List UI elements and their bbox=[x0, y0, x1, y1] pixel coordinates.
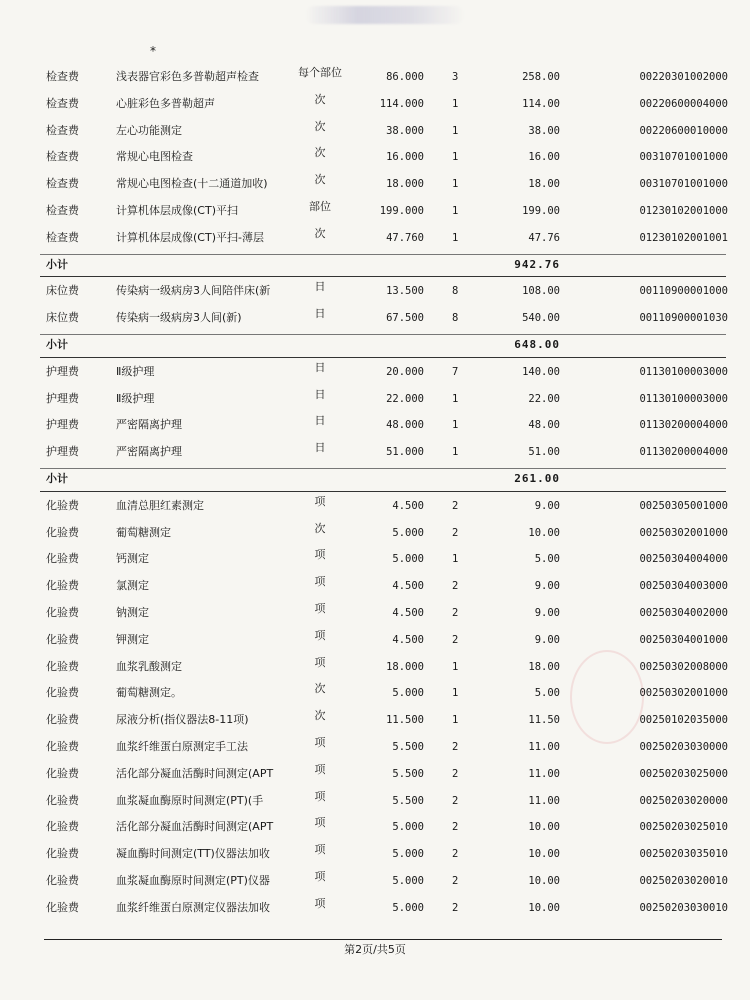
item-name: 钾测定 bbox=[116, 632, 149, 646]
amount: 9.00 bbox=[534, 580, 560, 593]
item-code: 00250304002000 bbox=[639, 607, 728, 619]
amount: 9.00 bbox=[534, 499, 560, 512]
unit-price: 4.500 bbox=[392, 607, 424, 619]
amount: 114.00 bbox=[522, 97, 560, 110]
item-unit: 项 bbox=[314, 843, 326, 857]
item-unit: 项 bbox=[314, 736, 326, 749]
item-code: 00250203025000 bbox=[639, 767, 728, 780]
amount: 11.00 bbox=[528, 741, 560, 753]
item-unit: 日 bbox=[314, 414, 326, 428]
unit-price: 18.000 bbox=[386, 660, 424, 673]
table-row bbox=[40, 600, 730, 626]
item-name: 血浆凝血酶原时间测定(PT)(手 bbox=[116, 793, 264, 807]
item-unit: 项 bbox=[314, 602, 326, 615]
amount: 10.00 bbox=[528, 848, 560, 861]
amount: 140.00 bbox=[522, 365, 560, 378]
item-code: 00250302001000 bbox=[639, 526, 728, 539]
item-unit: 项 bbox=[314, 655, 326, 669]
item-code: 00250302008000 bbox=[639, 660, 728, 673]
amount: 11.00 bbox=[528, 794, 560, 807]
item-name: 葡萄糖测定 bbox=[116, 525, 171, 539]
quantity: 1 bbox=[452, 687, 459, 700]
unit-price: 5.000 bbox=[392, 687, 424, 700]
amount: 258.00 bbox=[522, 71, 560, 83]
item-name: Ⅱ级护理 bbox=[116, 364, 155, 378]
unit-price: 51.000 bbox=[386, 446, 424, 459]
item-unit: 次 bbox=[314, 521, 326, 535]
fee-category: 化验费 bbox=[46, 740, 79, 753]
item-name: 严密隔离护理 bbox=[116, 418, 182, 432]
amount: 5.00 bbox=[534, 553, 560, 566]
unit-price: 114.000 bbox=[379, 97, 424, 110]
amount: 10.00 bbox=[528, 526, 560, 539]
amount: 5.00 bbox=[534, 687, 560, 700]
quantity: 2 bbox=[452, 821, 459, 834]
item-code: 00250203020000 bbox=[639, 794, 728, 807]
item-unit: 项 bbox=[314, 896, 326, 910]
item-unit: 次 bbox=[314, 146, 326, 160]
quantity: 1 bbox=[452, 553, 459, 566]
item-code: 00250305001000 bbox=[639, 499, 728, 512]
table-row bbox=[40, 761, 730, 787]
fee-category: 检查费 bbox=[46, 150, 79, 164]
table-row bbox=[40, 895, 730, 921]
amount: 9.00 bbox=[534, 607, 560, 619]
fee-category: 化验费 bbox=[46, 874, 79, 887]
item-code: 00220600010000 bbox=[639, 124, 728, 137]
unit-price: 5.000 bbox=[392, 553, 424, 566]
unit-price: 5.000 bbox=[392, 526, 424, 539]
item-name: 葡萄糖测定。 bbox=[116, 686, 182, 700]
item-code: 00250203025010 bbox=[639, 821, 728, 834]
unit-price: 47.760 bbox=[386, 231, 424, 244]
quantity: 1 bbox=[452, 205, 459, 217]
item-code: 00310701001000 bbox=[639, 151, 728, 164]
item-name: 血浆乳酸测定 bbox=[116, 659, 182, 673]
table-row bbox=[40, 144, 730, 170]
unit-price: 4.500 bbox=[392, 580, 424, 593]
amount: 22.00 bbox=[528, 392, 560, 405]
fee-category: 化验费 bbox=[46, 552, 79, 566]
fee-category: 护理费 bbox=[46, 418, 79, 432]
unit-price: 5.000 bbox=[392, 848, 424, 861]
item-code: 00250203030010 bbox=[639, 901, 728, 914]
item-unit: 项 bbox=[314, 575, 326, 589]
unit-price: 86.000 bbox=[386, 71, 424, 83]
quantity: 1 bbox=[452, 392, 459, 405]
item-code: 00250203030000 bbox=[639, 741, 728, 753]
item-name: 血浆纤维蛋白原测定仪器法加收 bbox=[116, 900, 270, 914]
item-name: 活化部分凝血活酶时间测定(APT bbox=[116, 820, 274, 834]
item-code: 00250102035000 bbox=[639, 714, 728, 727]
item-unit: 次 bbox=[314, 119, 326, 133]
item-code: 00310701001000 bbox=[639, 178, 728, 191]
table-row bbox=[40, 680, 730, 706]
fee-category: 床位费 bbox=[46, 311, 79, 325]
table-row bbox=[40, 171, 730, 197]
item-name: 计算机体层成像(CT)平扫 bbox=[116, 204, 238, 217]
fee-category: 检查费 bbox=[46, 204, 79, 217]
unit-price: 22.000 bbox=[386, 392, 424, 405]
item-code: 00250304001000 bbox=[639, 633, 728, 646]
amount: 18.00 bbox=[528, 660, 560, 673]
section-rule bbox=[40, 276, 726, 277]
table-row bbox=[40, 707, 730, 733]
item-code: 01230102001000 bbox=[639, 205, 728, 217]
unit-price: 5.000 bbox=[392, 875, 424, 887]
amount: 11.50 bbox=[528, 714, 560, 727]
amount: 108.00 bbox=[522, 285, 560, 298]
item-name: 传染病一级病房3人间陪伴床(新 bbox=[116, 284, 271, 298]
item-name: 常规心电图检查(十二通道加收) bbox=[116, 177, 268, 191]
item-code: 01130200004000 bbox=[639, 419, 728, 432]
item-unit: 项 bbox=[314, 816, 326, 830]
quantity: 2 bbox=[452, 580, 459, 593]
quantity: 2 bbox=[452, 741, 459, 753]
item-unit: 次 bbox=[314, 92, 326, 106]
fee-category: 检查费 bbox=[46, 230, 79, 244]
quantity: 2 bbox=[452, 767, 459, 780]
item-code: 00250304003000 bbox=[639, 580, 728, 593]
item-code: 00250302001000 bbox=[639, 687, 728, 700]
unit-price: 5.500 bbox=[392, 741, 424, 753]
subtotal-label: 小计 bbox=[46, 257, 68, 271]
item-name: 血浆凝血酶原时间测定(PT)仪器 bbox=[116, 874, 270, 887]
quantity: 2 bbox=[452, 901, 459, 914]
item-name: 钠测定 bbox=[116, 606, 149, 619]
fee-category: 检查费 bbox=[46, 96, 79, 110]
section-rule bbox=[40, 491, 726, 492]
amount: 48.00 bbox=[528, 419, 560, 432]
table-row bbox=[40, 198, 730, 224]
fee-category: 护理费 bbox=[46, 391, 79, 405]
table-row bbox=[40, 91, 730, 117]
unit-price: 67.500 bbox=[386, 312, 424, 325]
quantity: 1 bbox=[452, 151, 459, 164]
amount: 16.00 bbox=[528, 151, 560, 164]
table-row bbox=[40, 627, 730, 653]
table-row bbox=[40, 546, 730, 572]
table-row bbox=[40, 386, 730, 412]
fee-category: 化验费 bbox=[46, 766, 79, 780]
item-name: 传染病一级病房3人间(新) bbox=[116, 311, 242, 325]
item-name: Ⅱ级护理 bbox=[116, 391, 155, 405]
amount: 199.00 bbox=[522, 205, 560, 217]
item-name: 左心功能测定 bbox=[116, 123, 182, 137]
unit-price: 5.000 bbox=[392, 901, 424, 914]
item-code: 00250203020010 bbox=[639, 875, 728, 887]
table-row bbox=[40, 841, 730, 867]
fee-category: 化验费 bbox=[46, 659, 79, 673]
table-row bbox=[40, 868, 730, 894]
subtotal-value: 648.00 bbox=[514, 338, 560, 351]
item-unit: 项 bbox=[314, 548, 326, 562]
amount: 9.00 bbox=[534, 633, 560, 646]
unit-price: 199.000 bbox=[379, 205, 424, 217]
fee-category: 化验费 bbox=[46, 632, 79, 646]
unit-price: 16.000 bbox=[386, 151, 424, 164]
table-row bbox=[40, 573, 730, 599]
item-name: 尿液分析(指仪器法8-11项) bbox=[116, 713, 249, 727]
item-name: 钙测定 bbox=[116, 552, 149, 566]
unit-price: 38.000 bbox=[386, 124, 424, 137]
item-name: 常规心电图检查 bbox=[116, 150, 193, 164]
quantity: 1 bbox=[452, 124, 459, 137]
fee-category: 化验费 bbox=[46, 713, 79, 727]
fee-category: 护理费 bbox=[46, 364, 79, 378]
fee-category: 化验费 bbox=[46, 686, 79, 700]
amount: 10.00 bbox=[528, 901, 560, 914]
subtotal-value: 942.76 bbox=[514, 257, 560, 271]
quantity: 7 bbox=[452, 365, 459, 378]
quantity: 2 bbox=[452, 794, 459, 807]
subtotal-rule-top bbox=[40, 468, 726, 469]
item-unit: 次 bbox=[314, 709, 326, 723]
amount: 18.00 bbox=[528, 178, 560, 191]
table-row bbox=[40, 788, 730, 814]
section-rule bbox=[40, 357, 726, 358]
quantity: 2 bbox=[452, 848, 459, 861]
quantity: 8 bbox=[452, 312, 459, 325]
quantity: 8 bbox=[452, 285, 459, 298]
unit-price: 18.000 bbox=[386, 178, 424, 191]
item-name: 严密隔离护理 bbox=[116, 445, 182, 459]
item-unit: 次 bbox=[314, 173, 326, 187]
item-unit: 项 bbox=[314, 789, 326, 803]
subtotal-rule-top bbox=[40, 334, 726, 335]
item-unit: 每个部位 bbox=[298, 66, 342, 79]
item-unit: 项 bbox=[314, 762, 326, 776]
table-row bbox=[40, 359, 730, 385]
item-code: 01230102001001 bbox=[639, 231, 728, 244]
amount: 10.00 bbox=[528, 875, 560, 887]
table-row bbox=[40, 814, 730, 840]
item-name: 凝血酶时间测定(TT)仪器法加收 bbox=[116, 847, 270, 861]
item-name: 氯测定 bbox=[116, 579, 149, 593]
table-row bbox=[40, 64, 730, 90]
item-unit: 部位 bbox=[309, 200, 331, 213]
mark-asterisk: * bbox=[150, 44, 156, 58]
item-code: 01130100003000 bbox=[639, 392, 728, 405]
faded-stamp bbox=[305, 6, 465, 24]
quantity: 3 bbox=[452, 71, 459, 83]
table-row bbox=[40, 278, 730, 304]
item-code: 00110900001030 bbox=[639, 312, 728, 325]
item-name: 浅表器官彩色多普勒超声检查 bbox=[116, 70, 259, 83]
table-row bbox=[40, 118, 730, 144]
unit-price: 13.500 bbox=[386, 285, 424, 298]
subtotal-row bbox=[40, 252, 730, 278]
amount: 10.00 bbox=[528, 821, 560, 834]
item-name: 心脏彩色多普勒超声 bbox=[116, 96, 215, 110]
quantity: 1 bbox=[452, 446, 459, 459]
subtotal-label: 小计 bbox=[46, 472, 68, 485]
fee-category: 床位费 bbox=[46, 284, 79, 298]
item-code: 01130100003000 bbox=[639, 365, 728, 378]
fee-category: 化验费 bbox=[46, 525, 79, 539]
item-name: 计算机体层成像(CT)平扫-薄层 bbox=[116, 230, 264, 244]
table-row bbox=[40, 493, 730, 519]
quantity: 2 bbox=[452, 499, 459, 512]
quantity: 1 bbox=[452, 714, 459, 727]
subtotal-value: 261.00 bbox=[514, 472, 560, 485]
item-unit: 项 bbox=[314, 870, 326, 883]
unit-price: 5.500 bbox=[392, 767, 424, 780]
item-code: 01130200004000 bbox=[639, 446, 728, 459]
quantity: 1 bbox=[452, 231, 459, 244]
quantity: 2 bbox=[452, 875, 459, 887]
quantity: 2 bbox=[452, 526, 459, 539]
amount: 47.76 bbox=[528, 231, 560, 244]
amount: 540.00 bbox=[522, 312, 560, 325]
unit-price: 48.000 bbox=[386, 419, 424, 432]
table-row bbox=[40, 734, 730, 760]
quantity: 1 bbox=[452, 97, 459, 110]
item-name: 活化部分凝血活酶时间测定(APT bbox=[116, 766, 274, 780]
unit-price: 4.500 bbox=[392, 499, 424, 512]
unit-price: 5.000 bbox=[392, 821, 424, 834]
unit-price: 20.000 bbox=[386, 365, 424, 378]
item-code: 00110900001000 bbox=[639, 285, 728, 298]
fee-category: 检查费 bbox=[46, 70, 79, 83]
item-unit: 日 bbox=[314, 387, 326, 401]
table-row bbox=[40, 654, 730, 680]
item-code: 00250304004000 bbox=[639, 553, 728, 566]
fee-category: 化验费 bbox=[46, 579, 79, 593]
subtotal-row bbox=[40, 332, 730, 358]
fee-category: 化验费 bbox=[46, 498, 79, 512]
item-name: 血清总胆红素测定 bbox=[116, 498, 204, 512]
table-row bbox=[40, 225, 730, 251]
item-unit: 次 bbox=[314, 226, 326, 240]
fee-category: 化验费 bbox=[46, 793, 79, 807]
quantity: 2 bbox=[452, 607, 459, 619]
fee-category: 化验费 bbox=[46, 847, 79, 861]
fee-category: 检查费 bbox=[46, 177, 79, 191]
page-number: 第2页/共5页 bbox=[344, 943, 406, 956]
fee-category: 化验费 bbox=[46, 606, 79, 619]
item-unit: 项 bbox=[314, 628, 326, 642]
quantity: 2 bbox=[452, 633, 459, 646]
table-row bbox=[40, 439, 730, 465]
table-row bbox=[40, 412, 730, 438]
unit-price: 4.500 bbox=[392, 633, 424, 646]
amount: 11.00 bbox=[528, 767, 560, 780]
item-unit: 日 bbox=[314, 307, 326, 321]
table-row bbox=[40, 305, 730, 331]
fee-category: 护理费 bbox=[46, 445, 79, 459]
item-name: 血浆纤维蛋白原测定手工法 bbox=[116, 740, 248, 753]
quantity: 1 bbox=[452, 660, 459, 673]
item-unit: 日 bbox=[314, 280, 326, 294]
item-code: 00220600004000 bbox=[639, 97, 728, 110]
quantity: 1 bbox=[452, 178, 459, 191]
subtotal-row bbox=[40, 466, 730, 492]
item-unit: 次 bbox=[314, 682, 326, 696]
item-unit: 日 bbox=[314, 360, 326, 374]
table-row bbox=[40, 520, 730, 546]
item-unit: 项 bbox=[314, 494, 326, 508]
subtotal-label: 小计 bbox=[46, 338, 68, 351]
amount: 38.00 bbox=[528, 124, 560, 137]
item-code: 00220301002000 bbox=[639, 71, 728, 83]
fee-category: 化验费 bbox=[46, 820, 79, 834]
unit-price: 5.500 bbox=[392, 794, 424, 807]
unit-price: 11.500 bbox=[386, 714, 424, 727]
quantity: 1 bbox=[452, 419, 459, 432]
fee-category: 检查费 bbox=[46, 123, 79, 137]
subtotal-rule-top bbox=[40, 254, 726, 255]
fee-category: 化验费 bbox=[46, 900, 79, 914]
amount: 51.00 bbox=[528, 446, 560, 459]
item-unit: 日 bbox=[314, 441, 326, 455]
item-code: 00250203035010 bbox=[639, 848, 728, 861]
